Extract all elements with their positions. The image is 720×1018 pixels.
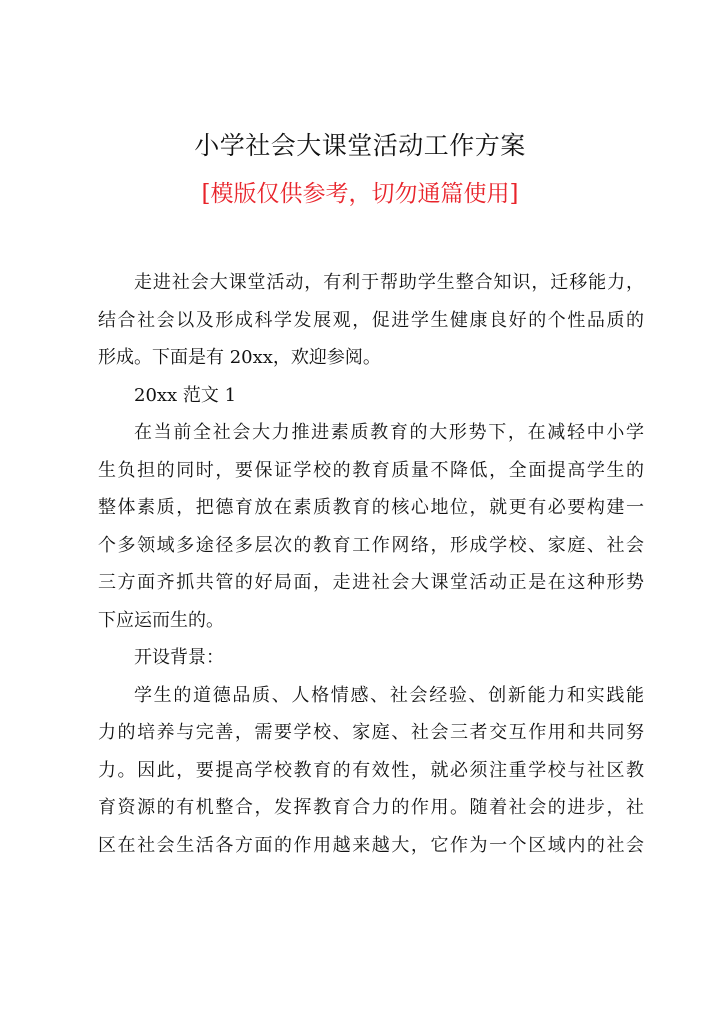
paragraph-line: 形成。下面是有 20xx，欢迎参阅。 bbox=[98, 347, 381, 368]
template-disclaimer: [模版仅供参考，切勿通篇使用] bbox=[201, 181, 519, 207]
paragraph-line: 三方面齐抓共管的好局面，走进社会大课堂活动正是在这种形势 bbox=[98, 572, 644, 593]
section-heading: 开设背景： bbox=[134, 647, 224, 668]
paragraph-line: 力。因此，要提高学校教育的有效性，就必须注重学校与社区教 bbox=[98, 759, 644, 781]
paragraph-line: 下应运而生的。 bbox=[98, 609, 224, 631]
paragraph-line: 生负担的同时，要保证学校的教育质量不降低，全面提高学生的 bbox=[98, 459, 644, 481]
document-title: 小学社会大课堂活动工作方案 bbox=[194, 131, 526, 160]
paragraph-line: 力的培养与完善，需要学校、家庭、社会三者交互作用和共同努 bbox=[98, 722, 644, 743]
paragraph-line: 个多领域多途径多层次的教育工作网络，形成学校、家庭、社会 bbox=[98, 534, 644, 556]
paragraph-line: 在当前全社会大力推进素质教育的大形势下，在减轻中小学 bbox=[134, 422, 644, 443]
paragraph-line: 走进社会大课堂活动，有利于帮助学生整合知识，迁移能力， bbox=[134, 272, 644, 293]
paragraph-line: 区在社会生活各方面的作用越来越大，它作为一个区域内的社会 bbox=[98, 834, 644, 856]
document-body bbox=[98, 264, 644, 864]
paragraph-line: 结合社会以及形成科学发展观，促进学生健康良好的个性品质的 bbox=[98, 309, 644, 331]
section-heading: 20xx 范文 1 bbox=[134, 384, 237, 406]
paragraph-line: 学生的道德品质、人格情感、社会经验、创新能力和实践能 bbox=[134, 684, 644, 706]
paragraph-line: 整体素质，把德育放在素质教育的核心地位，就更有必要构建一 bbox=[98, 497, 644, 518]
paragraph-line: 育资源的有机整合，发挥教育合力的作用。随着社会的进步，社 bbox=[98, 797, 644, 818]
